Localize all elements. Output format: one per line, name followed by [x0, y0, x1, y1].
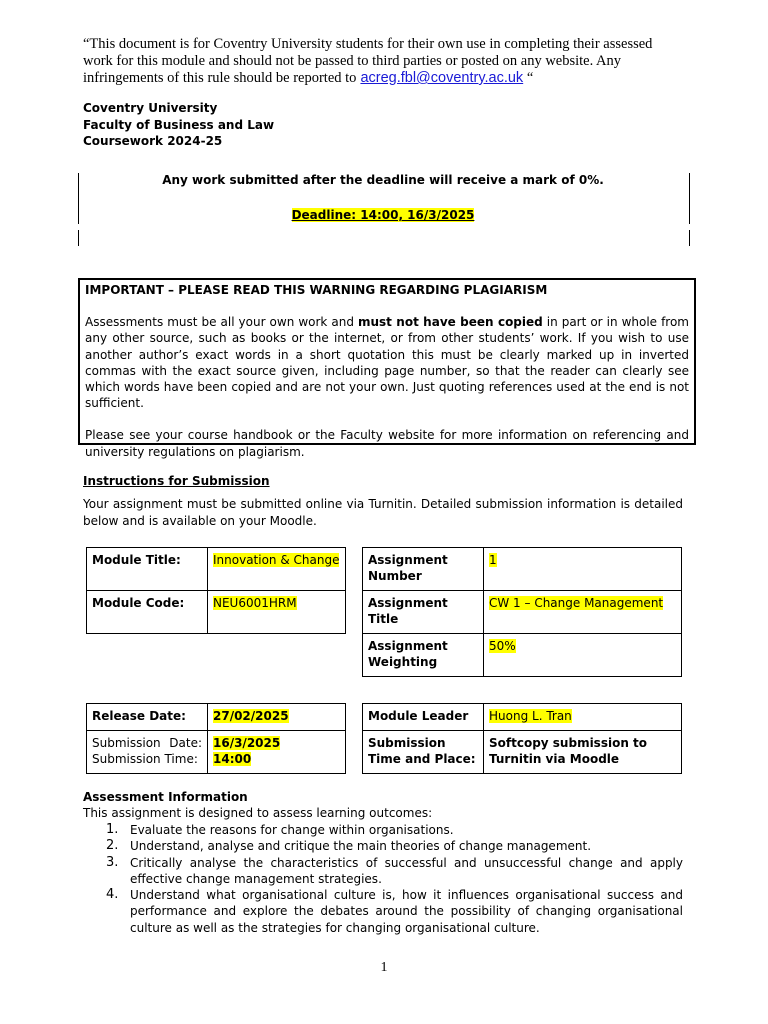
late-submission-warning: Any work submitted after the deadline will receive a mark of 0%.	[162, 173, 604, 187]
submission-place-label-cell	[363, 731, 484, 774]
disclaimer-text: “This document is for Coventry University students for their own use in completing their assessed work for this module and should not be passed to third parties or posted on any website. Any infringements of this rule should be reported to	[83, 36, 653, 86]
learning-outcome	[83, 887, 683, 936]
learning-outcome	[83, 838, 683, 854]
submission-date-label: Submission Date:	[92, 736, 202, 750]
assignment-number-value: 1	[489, 553, 497, 567]
assignment-title-cell	[484, 591, 682, 634]
assignment-title-value: CW 1 – Change Management	[489, 596, 664, 610]
module-code-label: Module Code:	[87, 591, 208, 634]
submission-time-value: 14:00	[213, 752, 252, 766]
module-code-value: NEU6001HRM	[213, 596, 297, 610]
learning-outcome	[83, 822, 683, 838]
assignment-weighting-cell	[484, 634, 682, 677]
outcome-text: Understand, analyse and critique the main theories of change management.	[130, 839, 592, 854]
left-border-bar-lower	[78, 230, 79, 246]
submission-date-value: 16/3/2025	[213, 736, 281, 750]
outcome-text: Understand what organisational culture is, how it influences organisational success and performance and explore the debates around the possibility of changing organisational culture as well as the strategies for changing organisational culture.	[130, 888, 683, 935]
outcome-text: Critically analyse the characteristics of successful and unsuccessful change and apply effective change management strategies.	[130, 855, 683, 886]
usage-disclaimer	[83, 36, 683, 87]
plagiarism-p1-bold: must not have been copied	[357, 315, 543, 330]
disclaimer-closing-quote: “	[526, 70, 534, 86]
assignment-number-label: Assignment Number	[363, 548, 484, 591]
module-leader-cell	[484, 704, 682, 731]
learning-outcomes-list	[83, 822, 683, 936]
submission-place-value: Softcopy submission to Turnitin via Moodle	[484, 731, 682, 774]
page-number: 1	[380, 960, 388, 975]
instructions-text: Your assignment must be submitted online via Turnitin. Detailed submission information is detailed below and is available on your Moodle.	[83, 497, 683, 528]
release-date-cell	[208, 704, 346, 731]
submission-values-cell	[208, 731, 346, 774]
right-border-bar	[689, 173, 690, 224]
module-title-cell	[208, 548, 346, 591]
module-leader-table	[362, 703, 682, 774]
plagiarism-title: IMPORTANT – PLEASE READ THIS WARNING REGARDING PLAGIARISM	[85, 283, 548, 297]
release-date-label: Release Date:	[87, 704, 208, 731]
outcome-number: 2.	[106, 838, 119, 854]
deadline-text: Deadline: 14:00, 16/3/2025	[291, 208, 475, 222]
submission-place-label-2: Time and Place:	[368, 752, 476, 766]
report-email-link[interactable]: acreg.fbl@coventry.ac.uk	[360, 70, 524, 86]
module-leader-label: Module Leader	[363, 704, 484, 731]
outcome-text: Evaluate the reasons for change within organisations.	[130, 823, 454, 837]
coursework-year: Coursework 2024-25	[83, 134, 223, 148]
plagiarism-paragraph-2: Please see your course handbook or the Faculty website for more information on referencing and university regulations on plagiarism.	[85, 428, 689, 459]
module-title-value: Innovation & Change	[213, 553, 340, 567]
outcome-number: 1.	[106, 822, 119, 837]
release-date-value: 27/02/2025	[213, 709, 289, 723]
assignment-weighting-label: Assignment Weighting	[363, 634, 484, 677]
submission-time-label: Submission Time:	[92, 752, 198, 766]
outcome-number: 3.	[106, 854, 119, 870]
assignment-number-cell	[484, 548, 682, 591]
module-table	[86, 547, 346, 634]
assignment-weighting-value: 50%	[489, 639, 516, 653]
release-table	[86, 703, 346, 774]
plagiarism-warning-box	[78, 278, 696, 459]
plagiarism-p1-start: Assessments must be all your own work and	[85, 315, 358, 330]
plagiarism-paragraph-1	[85, 314, 689, 411]
module-code-cell	[208, 591, 346, 634]
assessment-intro: This assignment is designed to assess learning outcomes:	[83, 806, 433, 820]
submission-labels-cell	[87, 731, 208, 774]
plagiarism-p1-rest: in part or in whole from any other source, such as books or the internet, or from other students’ work. If you wish to use another author’s exact words in a short quotation this must be clearly marked up in inverted commas with the exact source given, including page number, so that the reader can clearly see which words have been copied and are not your own. Just quoting references used at the end is not sufficient.	[85, 315, 689, 411]
left-border-bar	[78, 173, 79, 224]
faculty-name: Faculty of Business and Law	[83, 117, 275, 132]
instructions-heading: Instructions for Submission	[83, 474, 270, 488]
assessment-heading: Assessment Information	[83, 790, 248, 804]
assignment-title-label: Assignment Title	[363, 591, 484, 634]
assignment-table	[362, 547, 682, 677]
learning-outcome	[83, 855, 683, 888]
deadline	[83, 208, 683, 222]
institution-block	[83, 100, 274, 150]
university-name: Coventry University	[83, 101, 218, 115]
outcome-number: 4.	[106, 887, 119, 903]
right-border-bar-lower	[689, 230, 690, 246]
submission-place-label-1: Submission	[368, 736, 446, 750]
module-title-label: Module Title:	[87, 548, 208, 591]
module-leader-value: Huong L. Tran	[489, 709, 572, 723]
